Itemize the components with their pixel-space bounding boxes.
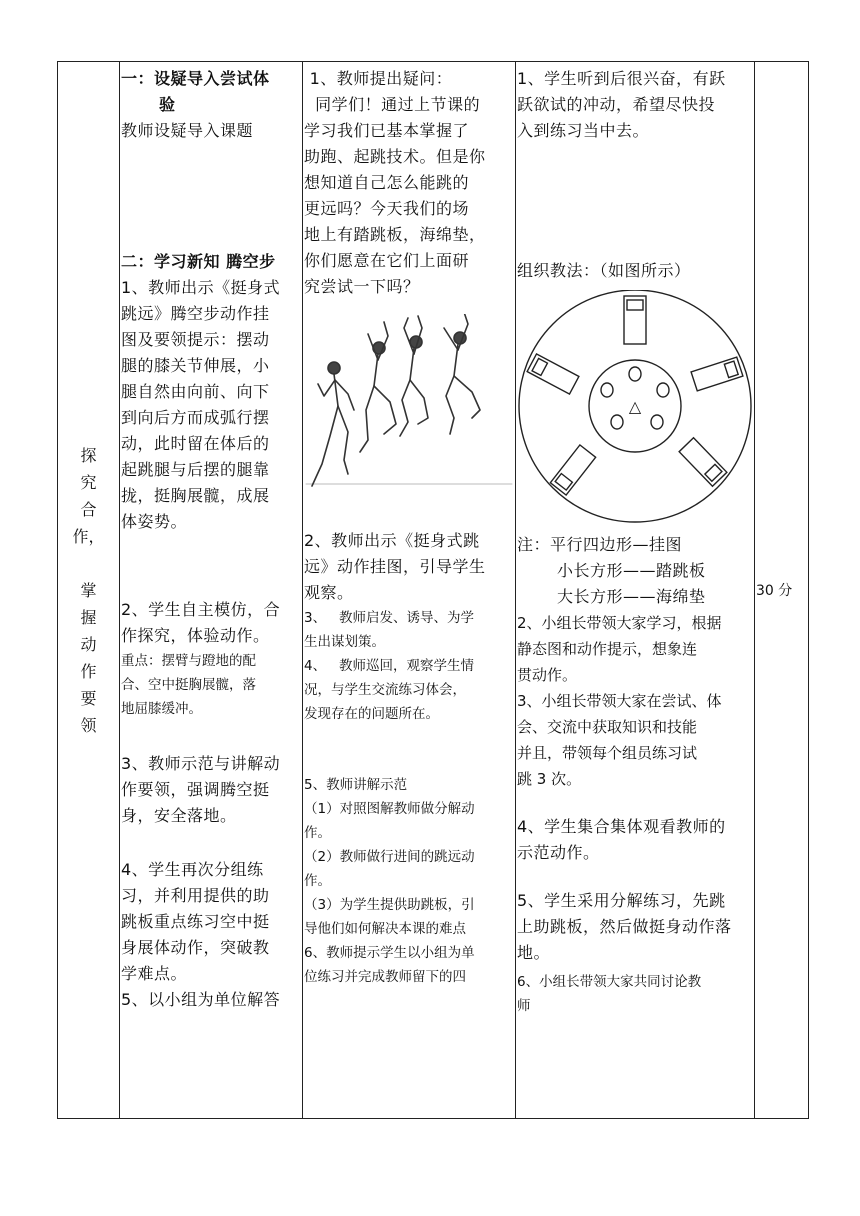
text-line: 3、 教师启发、诱导、为学 <box>304 610 474 626</box>
text-line: 2、小组长带领大家学习，根据 <box>517 614 722 632</box>
section-label-char: 要 <box>80 688 97 708</box>
section-label-char: 领 <box>80 715 97 735</box>
key-points-text <box>121 649 301 721</box>
teacher-triangle-icon: △ <box>628 397 642 416</box>
student-step-4-text <box>517 814 753 866</box>
text-line: 位练习并完成教师留下的四 <box>304 969 466 985</box>
text-line: 静态图和动作提示，想象连 <box>517 640 698 658</box>
text-line: 1、教师提出疑问： <box>304 69 453 88</box>
text-line: 跳板重点练习空中挺 <box>121 912 270 931</box>
step-1-text <box>121 275 301 535</box>
text-line: 跃欲试的冲动，希望尽快投 <box>517 95 716 114</box>
text-line: 你们愿意在它们上面研 <box>304 251 470 270</box>
text-line: 到向后方而成弧行摆 <box>121 408 270 427</box>
text-line: 1、学生听到后很兴奋，有跃 <box>517 69 726 88</box>
step-3-text <box>121 751 301 829</box>
student-step-3-text <box>517 688 753 792</box>
text-line: 合、空中挺胸展髋，落 <box>121 677 256 693</box>
text-line: 3、小组长带领大家在尝试、体 <box>517 692 722 710</box>
text-line: 并且，带领每个组员练习试 <box>517 744 698 762</box>
teacher-activity-cell <box>303 62 516 1119</box>
legend-note-3: 大长方形——海绵垫 <box>557 587 706 606</box>
legend-note-1: 注：平行四边形—挂图 <box>517 535 683 554</box>
text-line: 导他们如何解决本课的难点 <box>304 921 466 937</box>
text-line: 究尝试一下吗？ <box>304 277 420 296</box>
text-line: 习，并利用提供的助 <box>121 886 270 905</box>
teacher-show-chart-text <box>304 528 514 606</box>
text-line: 生出谋划策。 <box>304 634 385 650</box>
text-line: 图及要领提示：摆动 <box>121 330 270 349</box>
time-cell <box>755 62 809 1119</box>
text-line: 拢，挺胸展髋，成展 <box>121 486 270 505</box>
text-line: 动，此时留在体后的 <box>121 434 270 453</box>
text-line: 4、学生再次分组练 <box>121 860 264 879</box>
text-line: 作。 <box>304 825 331 841</box>
student-reaction-text <box>517 66 753 144</box>
text-line: 6、小组长带领大家共同讨论教 <box>517 974 702 990</box>
text-line: 5、教师讲解示范 <box>304 777 408 793</box>
text-line: 会、交流中获取知识和技能 <box>517 718 698 736</box>
text-line: 师 <box>517 998 531 1014</box>
teacher-question-text <box>304 66 514 300</box>
text-line: 起跳腿与后摆的腿靠 <box>121 460 270 479</box>
text-line: 地屈膝缓冲。 <box>121 701 202 717</box>
organization-method: 组织教法：（如图所示） <box>517 261 691 280</box>
text-line: 发现存在的问题所在。 <box>304 706 439 722</box>
text-line: 示范动作。 <box>517 843 600 862</box>
text-line: 身展体动作，突破教 <box>121 938 270 957</box>
text-line: 腿自然由向前、向下 <box>121 382 270 401</box>
heading-intro: 一：设疑导入尝试体 <box>121 69 270 88</box>
student-activity-cell <box>516 62 755 1119</box>
teacher-guide-text <box>304 606 514 726</box>
text-line: 地上有踏跳板，海绵垫， <box>304 225 486 244</box>
section-label-char: 掌 <box>80 580 97 600</box>
text-line: 4、学生集合集体观看教师的 <box>517 817 726 836</box>
text-line: 作。 <box>304 873 331 889</box>
text-line: 观察。 <box>304 583 354 602</box>
heading-new-knowledge: 二：学习新知 腾空步 <box>121 252 276 271</box>
text-line: 况，与学生交流练习体会， <box>304 682 466 698</box>
text-line: （3）为学生提供助跳板，引 <box>304 897 475 913</box>
text-line: 2、学生自主模仿，合 <box>121 600 281 619</box>
section-label-char: 作 <box>80 661 97 681</box>
text-line: 学难点。 <box>121 964 188 983</box>
step-2-text <box>121 597 301 649</box>
text-line: 4、 教师巡回，观察学生情 <box>304 658 474 674</box>
step-4-text <box>121 857 301 987</box>
text-line: 远》动作挂图，引导学生 <box>304 557 486 576</box>
text-line: 重点：摆臂与蹬地的配 <box>121 653 256 669</box>
teacher-demo-text <box>304 773 514 989</box>
text-line: 跳 3 次。 <box>517 770 582 788</box>
text-line: 作探究，体验动作。 <box>121 626 270 645</box>
section-label-char: 探 <box>80 445 97 465</box>
text-line: 入到练习当中去。 <box>517 121 650 140</box>
text-line: 学习我们已基本掌握了 <box>304 121 470 140</box>
section-label-char: 握 <box>80 607 97 627</box>
text-line: 想知道自己怎么能跳的 <box>304 173 470 192</box>
text-line: 1、教师出示《挺身式 <box>121 278 281 297</box>
text-line: 上助跳板，然后做挺身动作落 <box>517 917 732 936</box>
section-label-char: 动 <box>80 634 97 654</box>
text-line: （1）对照图解教师做分解动 <box>304 801 475 817</box>
text-line: 助跑、起跳技术。但是你 <box>304 147 486 166</box>
text-line: 贯动作。 <box>517 666 578 684</box>
student-step-6-text <box>517 970 753 1018</box>
legend-note-2: 小长方形——踏跳板 <box>557 561 706 580</box>
heading-intro-cont: 验 <box>159 95 176 114</box>
text-line: 体姿势。 <box>121 512 188 531</box>
text-line: 更远吗？今天我们的场 <box>304 199 470 218</box>
student-step-2-text <box>517 610 753 688</box>
section-label-cell <box>58 62 120 1119</box>
section-label-char: 究 <box>80 472 97 492</box>
text-line: 6、教师提示学生以小组为单 <box>304 945 475 961</box>
organization-diagram <box>517 290 753 530</box>
intro-text: 教师设疑导入课题 <box>121 121 254 140</box>
time-label: 30 分 <box>756 583 793 599</box>
text-line: 身，安全落地。 <box>121 806 237 825</box>
text-line: 5、学生采用分解练习，先跳 <box>517 891 726 910</box>
long-jump-figure <box>304 314 514 492</box>
section-label-char: 合 <box>80 499 97 519</box>
text-line: 作要领，强调腾空挺 <box>121 780 270 799</box>
section-label-char: 作， <box>72 526 105 546</box>
teaching-content-cell <box>120 62 303 1119</box>
step-5-text: 5、以小组为单位解答 <box>121 990 281 1009</box>
text-line: 跳远》腾空步动作挂 <box>121 304 270 323</box>
text-line: 地。 <box>517 943 551 962</box>
text-line: 腿的膝关节伸展，小 <box>121 356 270 375</box>
student-step-5-text <box>517 888 753 966</box>
text-line: 3、教师示范与讲解动 <box>121 754 281 773</box>
lesson-plan-table <box>57 61 809 1119</box>
text-line: 同学们！通过上节课的 <box>304 95 481 114</box>
text-line: （2）教师做行进间的跳远动 <box>304 849 475 865</box>
section-label <box>59 442 118 739</box>
text-line: 2、教师出示《挺身式跳 <box>304 531 480 550</box>
